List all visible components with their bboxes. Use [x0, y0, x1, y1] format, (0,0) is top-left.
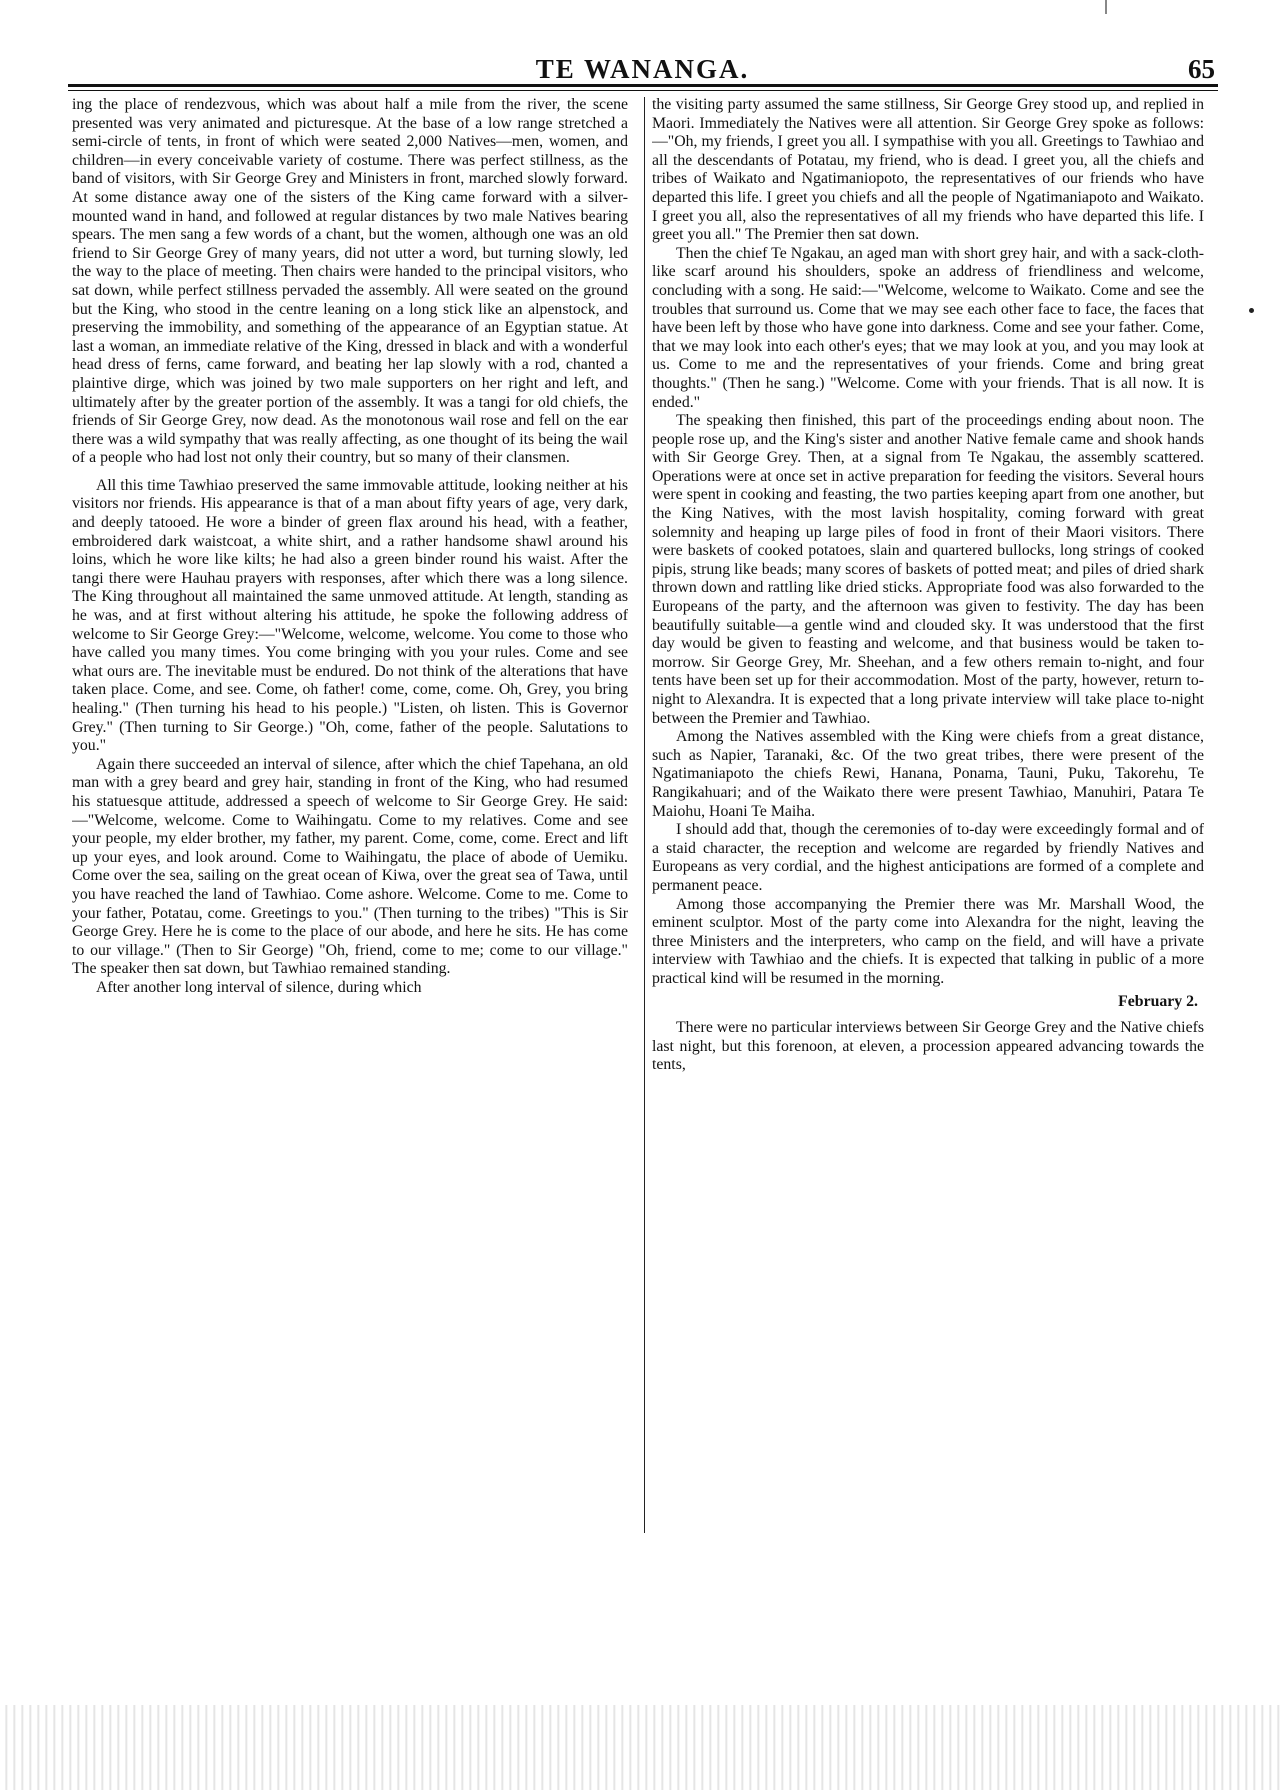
scan-noise-band	[0, 1705, 1280, 1790]
page-number: 65	[1188, 54, 1215, 84]
right-paragraph-3: The speaking then finished, this part of the proceedings ending about noon. The people rose up, and the King's sister and another Native female came and shook hands with Sir George Grey. Then, at a signal from Te Ngakau, the assembly scattered. Operations were at once set in active preparation for feeding the visitors. Several hours were spent in cooking and feasting, the two parties keeping apart from one another, but the King Natives, with the most lavish hospitality, coming forward with great solemnity and heaping up large piles of food in front of their Maori visitors. There were baskets of cooked potatoes, slain and quartered bullocks, long strings of cooked pipis, strung like beads; many scores of baskets of potted meat; and piles of dried shark thrown down and rattling like dried sticks. Appropriate food was also forwarded to the Europeans of the party, and the afternoon was given to festivity. The day has been beautifully suitable—a gentle wind and clouded sky. It was understood that the first day would be given to feasting and welcome, and that business would be taken to-morrow. Sir George Grey, Mr. Sheehan, and a few others remain to-night, and four tents have been set up for their accommodation. Most of the party, however, return to-night to Alexandra. It is expected that a long private interview will take place to-night between the Premier and Tawhiao.	[652, 412, 1204, 727]
right-paragraph-4: Among the Natives assembled with the King were chiefs from a great distance, such as Napier, Taranaki, &c. Of the two great tribes, there were present of the Ngatimaniapoto the chiefs Rewi, Hanana, Ponama, Tauni, Puku, Takorehu, Te Rangikahuari; and of the Waikato there were present Tawhiao, Manuhiri, Patara Te Maiohu, Hoani Te Maiha.	[652, 728, 1204, 820]
right-paragraph-1: the visiting party assumed the same stillness, Sir George Grey stood up, and replied in Maori. Immediately the Natives were all attention. Sir George Grey spoke as follows:—"Oh, my friends, I greet you all. I sympathise with you all. Greetings to Tawhiao and all the descendants of Potatau, my friend, who is dead. I greet you, all the chiefs and tribes of Waikato and Ngatimaniopoto, the representatives of our friends who have departed this life. I greet you chiefs and all the people of Ngatimaniapoto and Waikato. I greet you all, also the representatives of all my friends who have departed this life. I greet you all." The Premier then sat down.	[652, 96, 1204, 244]
header-rule-thick	[68, 84, 1218, 87]
right-paragraph-5: I should add that, though the ceremonies of to-day were exceedingly formal and of a staid character, the reception and welcome are regarded by friendly Natives and Europeans as very cordial, and the highest anticipations are formed of a complete and permanent peace.	[652, 821, 1204, 894]
masthead-title: TE WANANGA.	[535, 54, 750, 84]
column-rule	[644, 97, 645, 1533]
left-paragraph-1: ing the place of rendezvous, which was about half a mile from the river, the scene presented was very animated and picturesque. At the base of a low range stretched a semi-circle of tents, in front of which were seated 2,000 Natives—men, women, and children—in every conceivable variety of costume. There was perfect stillness, as the band of visitors, with Sir George Grey and Ministers in front, marched slowly forward. At some distance away one of the sisters of the King came forward with a silver-mounted wand in hand, and followed at regular distances by two male Natives bearing spears. The men sang a few words of a chant, but the women, although one was an old friend to Sir George Grey of many years, did not utter a word, but turning slowly, led the way to the place of meeting. Then chairs were handed to the principal visitors, who sat down, while perfect stillness pervaded the assembly. All were seated on the ground but the King, who stood in the centre leaning on a long stick like an alpenstock, and preserving the immobility, and something of the appearance of an Egyptian statue. At last a woman, an immediate relative of the King, dressed in black and with a wonderful head dress of ferns, came forward, and beating her lap slowly with a rod, chanted a plaintive dirge, which was joined by two male supporters on her right and left, and ultimately after by the greater portion of the assembly. It was a tangi for old chiefs, the friends of Sir George Grey, now dead. As the monotonous wail rose and fell on the ear there was a wild sympathy that was really affecting, as one thought of its being the wail of a people who had lost not only their country, but so many of their clansmen.	[72, 96, 628, 467]
header-rule-thin	[68, 90, 1218, 91]
margin-mark	[1105, 0, 1107, 14]
left-paragraph-2: All this time Tawhiao preserved the same immovable attitude, looking neither at his visitors nor friends. His appearance is that of a man about fifty years of age, very dark, and deeply tatooed. He wore a binder of green flax around his head, with a feather, embroidered dark waistcoat, a white shirt, and a rather handsome shawl around his loins, which he wore like kilts; he had also a green binder round his waist. After the tangi there were Hauhau prayers with responses, after which there was a long silence. The King throughout all maintained the same unmoved attitude. At length, standing as he was, and at first without altering his attitude, he spoke the following address of welcome to Sir George Grey:—"Welcome, welcome, welcome. You come to those who have called you many times. You come bringing with you your rules. Come and see what ours are. The inevitable must be endured. Do not think of the alterations that have taken place. Come, and see. Come, oh father! come, come, come. Oh, Grey, you bring healing." (Then turning his head to his people.) "Listen, oh listen. This is Governor Grey." (Then turning to Sir George.) "Oh, come, father of the people. Salutations to you."	[72, 476, 628, 755]
left-column	[72, 96, 628, 1536]
right-paragraph-2: Then the chief Te Ngakau, an aged man with short grey hair, and with a sack-cloth-like scarf around his shoulders, spoke an address of friendliness and welcome, concluding with a song. He said:—"Welcome, welcome to Waikato. Come and see the troubles that surround us. Come that we may see each other face to face, the faces that have been left by those who have gone into darkness. Come and see your father. Come, that we may look into each other's eyes; that we may look at you, and you may look at us. Come to me and the representatives of your friends. Come and bring great thoughts." (Then he sang.) "Welcome. Come with your friends. That is all now. It is ended."	[652, 244, 1204, 411]
masthead	[70, 54, 1215, 84]
right-paragraph-6: Among those accompanying the Premier there was Mr. Marshall Wood, the eminent sculptor. Most of the party come into Alexandra for the night, leaving the three Ministers and the interpreters, who camp on the field, and will have a private interview with Tawhiao and the chiefs. It is expected that talking in public of a more practical kind will be resumed in the morning.	[652, 895, 1204, 987]
right-paragraph-7: There were no particular interviews between Sir George Grey and the Native chiefs last night, but this forenoon, at eleven, a procession appeared advancing towards the tents,	[652, 1019, 1204, 1074]
right-column	[652, 96, 1204, 1536]
dateline: February 2.	[1118, 992, 1198, 1010]
margin-dot	[1249, 308, 1254, 313]
left-paragraph-3: Again there succeeded an interval of silence, after which the chief Tapehana, an old man with a grey beard and grey hair, standing in front of the King, who had resumed his statuesque attitude, addressed a speech of welcome to Sir George Grey. He said:—"Welcome, welcome. Come to Waihingatu. Come to my relatives. Come and see your people, my elder brother, my father, my parent. Come, come, come. Erect and lift up your eyes, and look around. Come to Waihingatu, the place of abode of Uemiku. Come over the sea, sailing on the great ocean of Kiwa, over the great sea of Tawa, until you have reached the land of Tawhiao. Come ashore. Welcome. Come to me. Come to your father, Potatau, come. Greetings to you." (Then turning to the tribes) "This is Sir George Grey. Here he is come to the place of our abode, and here he sits. He has come to our village." (Then to Sir George) "Oh, friend, come to me; come to our village." The speaker then sat down, but Tawhiao remained standing.	[72, 755, 628, 978]
left-paragraph-4: After another long interval of silence, during which	[96, 978, 422, 996]
